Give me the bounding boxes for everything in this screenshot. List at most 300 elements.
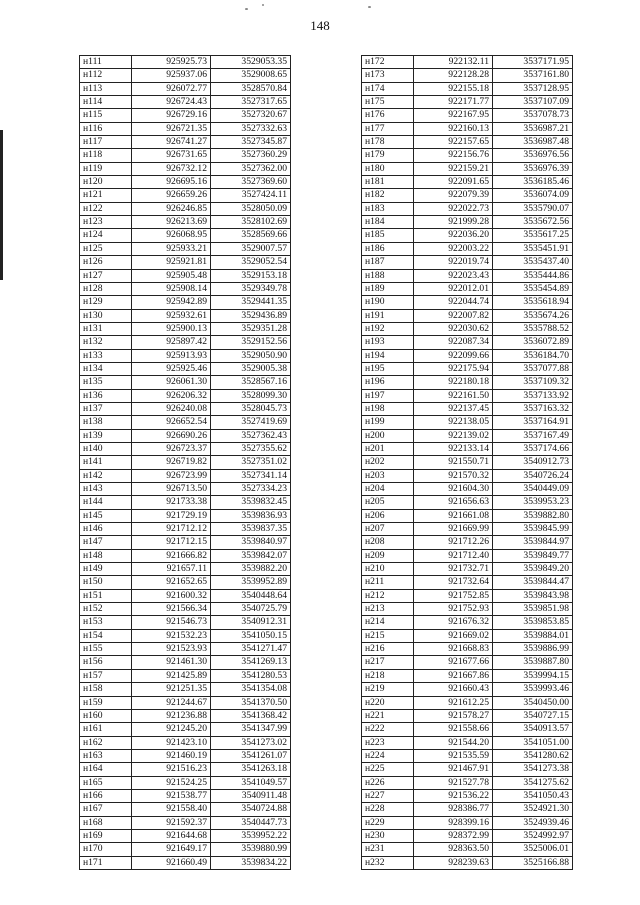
y-coordinate-cell: 3535444.86 [493,269,573,282]
x-coordinate-cell: 921604.30 [414,483,493,496]
y-coordinate-cell: 3539844.47 [493,576,573,589]
point-id-cell: н175 [362,96,414,109]
table-row [80,656,291,669]
x-coordinate-cell: 922155.18 [414,82,493,95]
table-row [362,162,573,175]
point-id-cell: н203 [362,469,414,482]
table-row [362,69,573,82]
table-row [362,843,573,856]
table-row [80,856,291,869]
point-id-cell: н149 [80,563,132,576]
y-coordinate-cell: 3529008.65 [211,69,291,82]
x-coordinate-cell: 921461.30 [132,656,211,669]
table-row [80,162,291,175]
table-row [80,96,291,109]
y-coordinate-cell: 3541280.53 [211,669,291,682]
point-id-cell: н165 [80,776,132,789]
point-id-cell: н194 [362,349,414,362]
point-id-cell: н140 [80,442,132,455]
x-coordinate-cell: 921732.64 [414,576,493,589]
table-row [80,136,291,149]
x-coordinate-cell: 921667.86 [414,669,493,682]
y-coordinate-cell: 3537078.73 [493,109,573,122]
table-row [362,242,573,255]
y-coordinate-cell: 3529152.56 [211,336,291,349]
point-id-cell: н199 [362,416,414,429]
y-coordinate-cell: 3528102.69 [211,216,291,229]
point-id-cell: н198 [362,402,414,415]
y-coordinate-cell: 3540450.00 [493,696,573,709]
table-row [80,429,291,442]
point-id-cell: н148 [80,549,132,562]
x-coordinate-cell: 921516.23 [132,763,211,776]
x-coordinate-cell: 928372.99 [414,829,493,842]
point-id-cell: н147 [80,536,132,549]
x-coordinate-cell: 926690.26 [132,429,211,442]
y-coordinate-cell: 3540911.48 [211,789,291,802]
x-coordinate-cell: 921236.88 [132,709,211,722]
y-coordinate-cell: 3541050.43 [493,789,573,802]
x-coordinate-cell: 921660.49 [132,856,211,869]
table-row [362,149,573,162]
x-coordinate-cell: 925925.73 [132,56,211,69]
x-coordinate-cell: 922138.05 [414,416,493,429]
x-coordinate-cell: 928386.77 [414,803,493,816]
table-row [80,816,291,829]
y-coordinate-cell: 3527419.69 [211,416,291,429]
table-row [80,749,291,762]
table-row [362,736,573,749]
table-row [362,176,573,189]
table-row [80,683,291,696]
x-coordinate-cell: 925933.21 [132,242,211,255]
y-coordinate-cell: 3541347.99 [211,723,291,736]
point-id-cell: н222 [362,723,414,736]
y-coordinate-cell: 3541280.62 [493,749,573,762]
point-id-cell: н177 [362,122,414,135]
y-coordinate-cell: 3536987.21 [493,122,573,135]
table-row [362,683,573,696]
y-coordinate-cell: 3535437.40 [493,256,573,269]
x-coordinate-cell: 925937.06 [132,69,211,82]
y-coordinate-cell: 3539851.98 [493,603,573,616]
y-coordinate-cell: 3539953.23 [493,496,573,509]
scan-speck [245,8,248,10]
x-coordinate-cell: 922175.94 [414,362,493,375]
y-coordinate-cell: 3541354.08 [211,683,291,696]
table-row [80,202,291,215]
point-id-cell: н127 [80,269,132,282]
table-row [80,789,291,802]
y-coordinate-cell: 3529349.78 [211,282,291,295]
y-coordinate-cell: 3527362.00 [211,162,291,175]
table-row [362,669,573,682]
y-coordinate-cell: 3540912.31 [211,616,291,629]
y-coordinate-cell: 3540912.73 [493,456,573,469]
table-row [80,616,291,629]
y-coordinate-cell: 3527320.67 [211,109,291,122]
table-row [362,576,573,589]
coordinates-table-left [79,55,291,870]
table-row [362,629,573,642]
point-id-cell: н168 [80,816,132,829]
point-id-cell: н231 [362,843,414,856]
y-coordinate-cell: 3539849.20 [493,563,573,576]
x-coordinate-cell: 921558.40 [132,803,211,816]
y-coordinate-cell: 3525006.01 [493,843,573,856]
table-row [362,523,573,536]
table-row [80,336,291,349]
y-coordinate-cell: 3528569.66 [211,229,291,242]
point-id-cell: н207 [362,523,414,536]
y-coordinate-cell: 3524939.46 [493,816,573,829]
point-id-cell: н224 [362,749,414,762]
y-coordinate-cell: 3537164.91 [493,416,573,429]
table-row [362,296,573,309]
y-coordinate-cell: 3528045.73 [211,402,291,415]
x-coordinate-cell: 928363.50 [414,843,493,856]
table-row [362,456,573,469]
page-number: 148 [310,18,330,33]
x-coordinate-cell: 921467.91 [414,763,493,776]
point-id-cell: н152 [80,603,132,616]
table-row [362,429,573,442]
table-row [80,256,291,269]
table-row [80,82,291,95]
table-row [362,136,573,149]
table-row [80,296,291,309]
x-coordinate-cell: 922180.18 [414,376,493,389]
y-coordinate-cell: 3541370.50 [211,696,291,709]
point-id-cell: н230 [362,829,414,842]
x-coordinate-cell: 922007.82 [414,309,493,322]
x-coordinate-cell: 921656.63 [414,496,493,509]
table-row [362,362,573,375]
point-id-cell: н205 [362,496,414,509]
point-id-cell: н126 [80,256,132,269]
table-row [362,749,573,762]
table-row [362,496,573,509]
y-coordinate-cell: 3535451.91 [493,242,573,255]
y-coordinate-cell: 3535790.07 [493,202,573,215]
x-coordinate-cell: 922171.77 [414,96,493,109]
x-coordinate-cell: 922003.22 [414,242,493,255]
y-coordinate-cell: 3539952.22 [211,829,291,842]
point-id-cell: н225 [362,763,414,776]
y-coordinate-cell: 3540449.09 [493,483,573,496]
x-coordinate-cell: 922012.01 [414,282,493,295]
point-id-cell: н186 [362,242,414,255]
table-row [80,576,291,589]
x-coordinate-cell: 922022.73 [414,202,493,215]
point-id-cell: н176 [362,109,414,122]
table-row [362,656,573,669]
y-coordinate-cell: 3537109.32 [493,376,573,389]
point-id-cell: н144 [80,496,132,509]
point-id-cell: н219 [362,683,414,696]
point-id-cell: н223 [362,736,414,749]
table-row [80,242,291,255]
table-row [80,122,291,135]
x-coordinate-cell: 925925.46 [132,362,211,375]
y-coordinate-cell: 3529052.54 [211,256,291,269]
x-coordinate-cell: 922099.66 [414,349,493,362]
y-coordinate-cell: 3529053.35 [211,56,291,69]
x-coordinate-cell: 921712.26 [414,536,493,549]
table-row [362,122,573,135]
x-coordinate-cell: 921712.12 [132,523,211,536]
y-coordinate-cell: 3539880.99 [211,843,291,856]
x-coordinate-cell: 922079.39 [414,189,493,202]
table-row [80,643,291,656]
y-coordinate-cell: 3527332.63 [211,122,291,135]
table-row [80,603,291,616]
table-row [80,763,291,776]
y-coordinate-cell: 3537161.80 [493,69,573,82]
y-coordinate-cell: 3541261.07 [211,749,291,762]
x-coordinate-cell: 922157.65 [414,136,493,149]
x-coordinate-cell: 921592.37 [132,816,211,829]
point-id-cell: н139 [80,429,132,442]
point-id-cell: н215 [362,629,414,642]
table-row [80,456,291,469]
x-coordinate-cell: 921712.40 [414,549,493,562]
point-id-cell: н146 [80,523,132,536]
table-row [362,789,573,802]
table-row [362,696,573,709]
y-coordinate-cell: 3529007.57 [211,242,291,255]
table-row [80,176,291,189]
point-id-cell: н181 [362,176,414,189]
x-coordinate-cell: 922036.20 [414,229,493,242]
y-coordinate-cell: 3527424.11 [211,189,291,202]
table-row [362,442,573,455]
point-id-cell: н189 [362,282,414,295]
y-coordinate-cell: 3541368.42 [211,709,291,722]
point-id-cell: н153 [80,616,132,629]
coordinates-table-right-body [362,56,573,870]
point-id-cell: н115 [80,109,132,122]
x-coordinate-cell: 926724.43 [132,96,211,109]
point-id-cell: н119 [80,162,132,175]
x-coordinate-cell: 922087.34 [414,336,493,349]
point-id-cell: н136 [80,389,132,402]
point-id-cell: н188 [362,269,414,282]
point-id-cell: н156 [80,656,132,669]
table-row [362,189,573,202]
point-id-cell: н137 [80,402,132,415]
y-coordinate-cell: 3539882.20 [211,563,291,576]
x-coordinate-cell: 926713.50 [132,483,211,496]
table-row [362,616,573,629]
y-coordinate-cell: 3535788.52 [493,322,573,335]
y-coordinate-cell: 3537171.95 [493,56,573,69]
y-coordinate-cell: 3536074.09 [493,189,573,202]
point-id-cell: н195 [362,362,414,375]
table-row [80,69,291,82]
table-row [362,282,573,295]
y-coordinate-cell: 3540727.15 [493,709,573,722]
table-row [362,829,573,842]
point-id-cell: н185 [362,229,414,242]
point-id-cell: н114 [80,96,132,109]
y-coordinate-cell: 3528570.84 [211,82,291,95]
y-coordinate-cell: 3529153.18 [211,269,291,282]
x-coordinate-cell: 925921.81 [132,256,211,269]
point-id-cell: н214 [362,616,414,629]
x-coordinate-cell: 921245.20 [132,723,211,736]
y-coordinate-cell: 3537107.09 [493,96,573,109]
x-coordinate-cell: 921644.68 [132,829,211,842]
point-id-cell: н174 [362,82,414,95]
table-row [362,589,573,602]
x-coordinate-cell: 921712.15 [132,536,211,549]
x-coordinate-cell: 921652.65 [132,576,211,589]
y-coordinate-cell: 3536072.89 [493,336,573,349]
y-coordinate-cell: 3540726.24 [493,469,573,482]
table-row [362,563,573,576]
table-row [80,776,291,789]
y-coordinate-cell: 3535617.25 [493,229,573,242]
table-row [362,349,573,362]
x-coordinate-cell: 922030.62 [414,322,493,335]
x-coordinate-cell: 921535.59 [414,749,493,762]
x-coordinate-cell: 922023.43 [414,269,493,282]
y-coordinate-cell: 3527345.87 [211,136,291,149]
y-coordinate-cell: 3537128.95 [493,82,573,95]
point-id-cell: н155 [80,643,132,656]
scan-speck [262,4,264,6]
point-id-cell: н143 [80,483,132,496]
point-id-cell: н124 [80,229,132,242]
point-id-cell: н210 [362,563,414,576]
table-row [362,856,573,869]
y-coordinate-cell: 3537133.92 [493,389,573,402]
table-row [362,603,573,616]
x-coordinate-cell: 921660.43 [414,683,493,696]
y-coordinate-cell: 3528099.30 [211,389,291,402]
point-id-cell: н159 [80,696,132,709]
y-coordinate-cell: 3539886.99 [493,643,573,656]
x-coordinate-cell: 922159.21 [414,162,493,175]
table-row [362,109,573,122]
y-coordinate-cell: 3529436.89 [211,309,291,322]
y-coordinate-cell: 3536185.46 [493,176,573,189]
y-coordinate-cell: 3539994.15 [493,669,573,682]
scan-edge-mark [0,130,3,280]
x-coordinate-cell: 921600.32 [132,589,211,602]
table-row [362,389,573,402]
table-row [362,96,573,109]
point-id-cell: н166 [80,789,132,802]
point-id-cell: н208 [362,536,414,549]
point-id-cell: н204 [362,483,414,496]
point-id-cell: н164 [80,763,132,776]
point-id-cell: н138 [80,416,132,429]
table-row [80,322,291,335]
point-id-cell: н120 [80,176,132,189]
point-id-cell: н154 [80,629,132,642]
point-id-cell: н130 [80,309,132,322]
y-coordinate-cell: 3539842.07 [211,549,291,562]
table-row [362,216,573,229]
x-coordinate-cell: 921676.32 [414,616,493,629]
y-coordinate-cell: 3527369.60 [211,176,291,189]
y-coordinate-cell: 3529005.38 [211,362,291,375]
table-row [362,723,573,736]
y-coordinate-cell: 3539836.93 [211,509,291,522]
x-coordinate-cell: 921244.67 [132,696,211,709]
point-id-cell: н171 [80,856,132,869]
table-row [362,536,573,549]
x-coordinate-cell: 928239.63 [414,856,493,869]
x-coordinate-cell: 926721.35 [132,122,211,135]
x-coordinate-cell: 925900.13 [132,322,211,335]
point-id-cell: н216 [362,643,414,656]
point-id-cell: н151 [80,589,132,602]
y-coordinate-cell: 3536184.70 [493,349,573,362]
y-coordinate-cell: 3525166.88 [493,856,573,869]
x-coordinate-cell: 926731.65 [132,149,211,162]
table-row [362,269,573,282]
x-coordinate-cell: 921546.73 [132,616,211,629]
x-coordinate-cell: 922132.11 [414,56,493,69]
table-row [80,496,291,509]
point-id-cell: н161 [80,723,132,736]
table-row [362,549,573,562]
table-row [80,829,291,842]
x-coordinate-cell: 926723.99 [132,469,211,482]
x-coordinate-cell: 921666.82 [132,549,211,562]
x-coordinate-cell: 926061.30 [132,376,211,389]
x-coordinate-cell: 922161.50 [414,389,493,402]
x-coordinate-cell: 921523.93 [132,643,211,656]
y-coordinate-cell: 3536976.39 [493,162,573,175]
table-row [362,56,573,69]
table-row [362,816,573,829]
y-coordinate-cell: 3539887.80 [493,656,573,669]
point-id-cell: н217 [362,656,414,669]
point-id-cell: н232 [362,856,414,869]
y-coordinate-cell: 3540913.57 [493,723,573,736]
table-row [80,56,291,69]
point-id-cell: н228 [362,803,414,816]
table-row [80,709,291,722]
x-coordinate-cell: 926741.27 [132,136,211,149]
y-coordinate-cell: 3537163.32 [493,402,573,415]
x-coordinate-cell: 921649.17 [132,843,211,856]
point-id-cell: н190 [362,296,414,309]
point-id-cell: н187 [362,256,414,269]
y-coordinate-cell: 3541051.00 [493,736,573,749]
x-coordinate-cell: 921999.28 [414,216,493,229]
x-coordinate-cell: 926695.16 [132,176,211,189]
y-coordinate-cell: 3540725.79 [211,603,291,616]
point-id-cell: н113 [80,82,132,95]
point-id-cell: н123 [80,216,132,229]
point-id-cell: н179 [362,149,414,162]
table-row [362,309,573,322]
point-id-cell: н142 [80,469,132,482]
x-coordinate-cell: 921532.23 [132,629,211,642]
y-coordinate-cell: 3539882.80 [493,509,573,522]
x-coordinate-cell: 922160.13 [414,122,493,135]
point-id-cell: н192 [362,322,414,335]
y-coordinate-cell: 3539837.35 [211,523,291,536]
table-row [362,336,573,349]
table-row [362,322,573,335]
x-coordinate-cell: 922167.95 [414,109,493,122]
